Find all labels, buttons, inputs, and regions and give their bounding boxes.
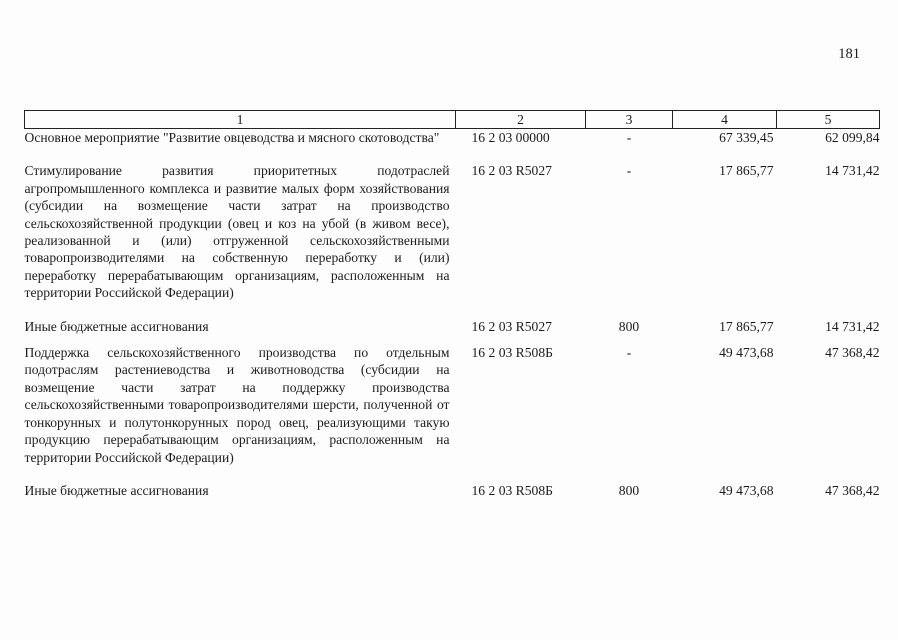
row-description: Поддержка сельскохозяйственного производства по отдельным подотраслям растениеводства и животноводства (субсидии на возмещение части затрат на поддержку производства сельскохозяйственными товаропроизводителями шерсти, полученной от тонкорунных и полутонкорунных пород овец, реализующими такую продукцию перерабатывающим организациям, расположенным на территории Российской Федерации): [24, 345, 450, 465]
row-type: -: [626, 130, 632, 145]
row-type: 800: [618, 318, 640, 334]
row-amount-2: 14 731,42: [825, 318, 880, 334]
table-row: [25, 129, 880, 163]
row-description: Иные бюджетные ассигнования: [24, 318, 209, 334]
row-type: -: [626, 163, 632, 179]
table-row: [25, 344, 880, 482]
row-description: Иные бюджетные ассигнования: [24, 482, 209, 498]
row-code: 16 2 03 R508Б: [471, 345, 553, 361]
header-col-3: 3: [586, 111, 673, 129]
row-code: 16 2 03 00000: [471, 130, 550, 145]
row-amount-1: 49 473,68: [719, 345, 774, 361]
header-col-4: 4: [673, 111, 777, 129]
header-col-5: 5: [777, 111, 880, 129]
row-code: 16 2 03 R508Б: [471, 482, 553, 498]
table-row: [25, 162, 880, 317]
table-row: [25, 318, 880, 344]
row-amount-2: 62 099,84: [825, 130, 880, 145]
row-description: Стимулирование развития приоритетных подотраслей агропромышленного комплекса и развитие малых форм хозяйствования (субсидии на возмещение части затрат на производство сельскохозяйственной продукции (овец и коз на убой (в живом весе), реализованной и (или) отгруженной сельскохозяйственными товаропроизводителями на собственную переработку и (или) переработку перерабатывающим организациям, расположенным на территории Российской Федерации): [24, 163, 450, 301]
table-row: [25, 482, 880, 499]
row-amount-1: 17 865,77: [719, 318, 774, 334]
header-col-2: 2: [456, 111, 586, 129]
table-header-row: [25, 111, 880, 129]
row-amount-2: 14 731,42: [825, 163, 880, 179]
row-amount-1: 17 865,77: [719, 163, 774, 179]
row-type: 800: [618, 482, 640, 498]
header-col-1: 1: [25, 111, 456, 129]
budget-table: [24, 110, 880, 499]
row-code: 16 2 03 R5027: [471, 318, 552, 334]
row-amount-1: 49 473,68: [719, 482, 774, 498]
row-amount-2: 47 368,42: [825, 482, 880, 498]
row-amount-1: 67 339,45: [719, 130, 774, 145]
row-amount-2: 47 368,42: [825, 345, 880, 361]
row-description: Основное мероприятие "Развитие овцеводства и мясного скотоводства": [24, 130, 440, 145]
row-type: -: [626, 345, 632, 361]
page-number: 181: [838, 46, 860, 62]
row-code: 16 2 03 R5027: [471, 163, 552, 179]
